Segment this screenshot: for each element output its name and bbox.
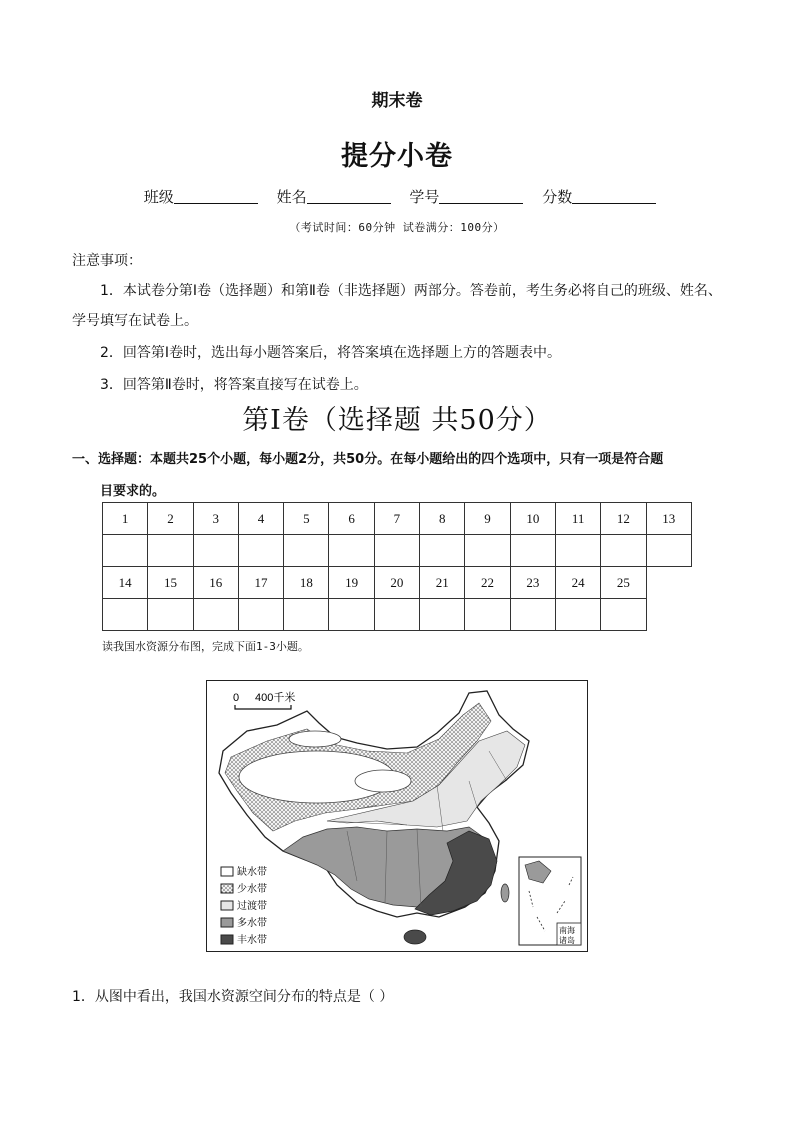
question-intro (72, 444, 732, 508)
question-number: 25 (601, 567, 646, 599)
class-blank[interactable] (174, 189, 258, 204)
answer-cell[interactable] (465, 535, 510, 567)
answer-cell[interactable] (329, 535, 374, 567)
question-number: 20 (374, 567, 419, 599)
name-label: 姓名 (276, 188, 307, 206)
page-title: 提分小卷 (341, 141, 453, 172)
answer-table-row-2 (102, 566, 647, 631)
question-number: 22 (465, 567, 510, 599)
answer-table-row-1 (102, 502, 692, 567)
taiwan-island (501, 884, 509, 902)
question-intro-line-2: 目要求的。 (100, 484, 166, 499)
answer-number-row (103, 503, 692, 535)
question-number: 9 (465, 503, 510, 535)
answer-cell[interactable] (555, 599, 600, 631)
question-number: 5 (284, 503, 329, 535)
desert-zone-central (355, 770, 411, 792)
question-number: 12 (601, 503, 646, 535)
score-label: 分数 (542, 188, 573, 206)
answer-cell[interactable] (510, 599, 555, 631)
answer-cell[interactable] (465, 599, 510, 631)
answer-cell[interactable] (284, 599, 329, 631)
scale-label: 400千米 (255, 692, 296, 704)
student-info-line (0, 186, 794, 207)
scale-bar (235, 705, 291, 709)
question-number: 21 (420, 567, 465, 599)
question-number: 7 (374, 503, 419, 535)
legend-label-more: 多水带 (237, 918, 267, 929)
question-number: 13 (646, 503, 691, 535)
answer-cell[interactable] (374, 535, 419, 567)
section-title: 第Ⅰ卷（选择题 共50分） (242, 405, 552, 436)
legend-swatch-lack (221, 867, 233, 876)
answer-cell[interactable] (420, 599, 465, 631)
legend-swatch-abundant (221, 935, 233, 944)
question-number: 1 (103, 503, 148, 535)
answer-cell[interactable] (238, 599, 283, 631)
answer-cell[interactable] (646, 535, 691, 567)
question-number: 10 (510, 503, 555, 535)
map-instruction: 读我国水资源分布图，完成下面1-3小题。 (102, 640, 309, 653)
answer-cell[interactable] (193, 599, 238, 631)
legend-swatch-less (221, 884, 233, 893)
exam-time-info: （考试时间：60分钟 试卷满分：100分） (289, 221, 505, 234)
question-intro-line-1: 一、选择题：本题共25个小题，每小题2分，共50分。在每小题给出的四个选项中，只有一项是符合题 (72, 452, 664, 467)
question-number: 3 (193, 503, 238, 535)
answer-cell[interactable] (193, 535, 238, 567)
answer-cell[interactable] (103, 599, 148, 631)
answer-number-row (103, 567, 647, 599)
answer-cell[interactable] (238, 535, 283, 567)
score-blank[interactable] (572, 189, 656, 204)
scale-zero: 0 (233, 692, 240, 704)
legend-swatch-more (221, 918, 233, 927)
question-number: 24 (555, 567, 600, 599)
notice-item-2: 2．回答第Ⅰ卷时，选出每小题答案后，将答案填在选择题上方的答题表中。 (100, 345, 562, 361)
legend-label-abundant: 丰水带 (237, 935, 267, 946)
question-number: 6 (329, 503, 374, 535)
answer-cell[interactable] (374, 599, 419, 631)
answer-cell[interactable] (148, 599, 193, 631)
answer-cell[interactable] (601, 599, 646, 631)
hainan-island (404, 930, 426, 944)
answer-cell[interactable] (420, 535, 465, 567)
student-id-label: 学号 (409, 188, 440, 206)
legend-swatch-transition (221, 901, 233, 910)
map-figure (207, 681, 587, 951)
notice-title: 注意事项： (72, 253, 142, 269)
answer-cell[interactable] (329, 599, 374, 631)
question-number: 18 (284, 567, 329, 599)
inset-label-south-sea: 南海 (559, 926, 575, 935)
answer-blank-row (103, 599, 647, 631)
name-blank[interactable] (307, 189, 391, 204)
desert-zone-north (289, 731, 341, 747)
water-resource-map (206, 680, 588, 952)
question-number: 15 (148, 567, 193, 599)
legend-label-less: 少水带 (237, 884, 267, 895)
class-label: 班级 (143, 188, 174, 206)
question-number: 4 (238, 503, 283, 535)
question-number: 11 (555, 503, 600, 535)
question-1: 1．从图中看出，我国水资源空间分布的特点是（ ） (72, 989, 394, 1005)
notice-item-3: 3．回答第Ⅱ卷时，将答案直接写在试卷上。 (100, 377, 368, 393)
answer-cell[interactable] (284, 535, 329, 567)
notice-item-1: 1．本试卷分第Ⅰ卷（选择题）和第Ⅱ卷（非选择题）两部分。答卷前，考生务必将自己的班级、姓名、学号填写在试卷上。 (72, 283, 722, 329)
legend-label-lack: 缺水带 (237, 867, 267, 878)
answer-cell[interactable] (148, 535, 193, 567)
answer-cell[interactable] (555, 535, 600, 567)
question-number: 2 (148, 503, 193, 535)
question-number: 23 (510, 567, 555, 599)
answer-blank-row (103, 535, 692, 567)
exam-term-label: 期末卷 (371, 91, 423, 111)
answer-cell[interactable] (510, 535, 555, 567)
answer-cell[interactable] (601, 535, 646, 567)
question-number: 17 (238, 567, 283, 599)
inset-label-islands: 诸岛 (559, 936, 575, 945)
question-number: 16 (193, 567, 238, 599)
question-number: 14 (103, 567, 148, 599)
answer-cell[interactable] (103, 535, 148, 567)
student-id-blank[interactable] (439, 189, 523, 204)
question-number: 19 (329, 567, 374, 599)
legend-label-transition: 过渡带 (237, 901, 267, 912)
question-number: 8 (420, 503, 465, 535)
